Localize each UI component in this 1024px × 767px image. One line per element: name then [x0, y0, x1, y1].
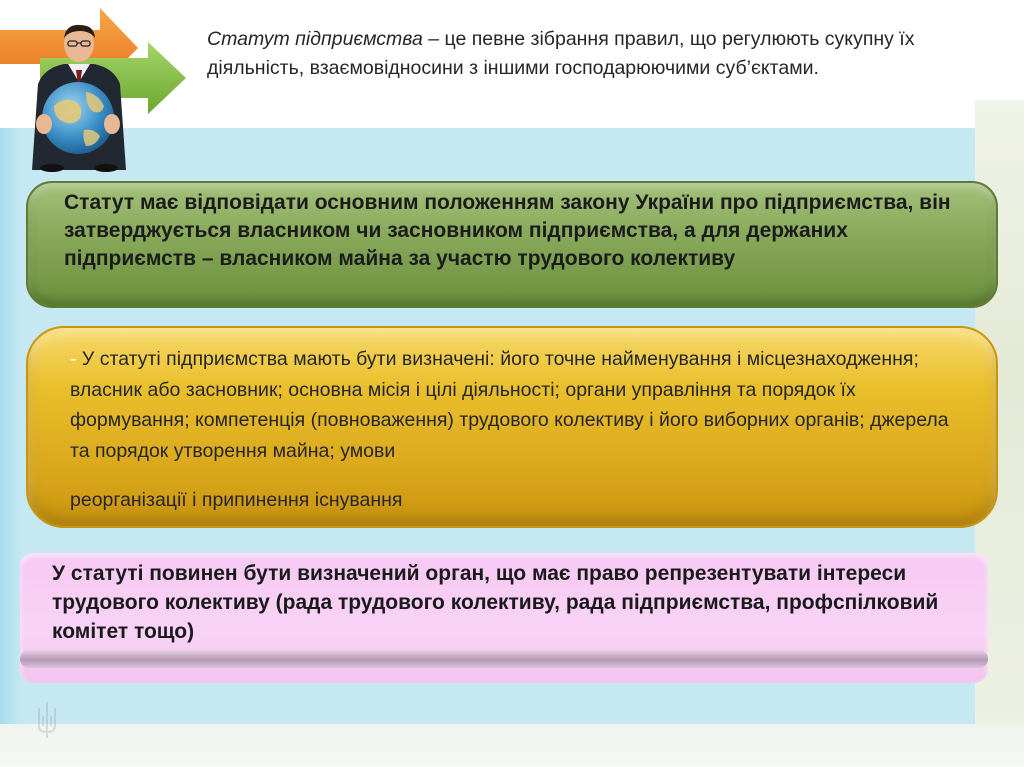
- pink-statement-text: У статуті повинен бути визначений орган, що має право репрезентувати інтереси трудового колективу (рада трудового колективу, рада підприємства, профспілковий комітет тощо): [52, 562, 939, 643]
- intro-definition: [207, 25, 1007, 83]
- trident-watermark-icon: [36, 700, 58, 740]
- intro-definition-text: – це певне зібрання правил, що регулюють сукупну їх діяльність, взаємовідносини з іншими господарюючими суб’єктами.: [207, 28, 915, 79]
- pink-statement-box: [20, 553, 988, 683]
- green-statement-box: [26, 181, 998, 308]
- gold-list-end: реорганізації і припинення існування: [70, 489, 403, 511]
- pink-box-band: [20, 650, 988, 668]
- gold-list-box: [26, 326, 998, 528]
- gold-list-text: [70, 344, 970, 466]
- businessman-globe-icon: [24, 22, 134, 172]
- gold-list-main: У статуті підприємства мають бути визначені: його точне найменування і місцезнаходження; власник або засновник; основна місія і цілі діяльності; органи управління та порядок їх формування; компетенція (повноваження) трудового колективу і його виборних органів; джерела та порядок утворення майна; умови: [70, 348, 949, 462]
- intro-term: Статут підприємства: [207, 28, 423, 50]
- list-dash: -: [70, 348, 82, 370]
- green-statement-text: Статут має відповідати основним положенням закону України про підприємства, він затверджується власником чи засновником підприємства, а для держаних підприємств – власником майна за участю трудового колективу: [64, 191, 951, 270]
- decorative-bottom-strip: [0, 724, 1024, 767]
- background-edge: [0, 128, 22, 724]
